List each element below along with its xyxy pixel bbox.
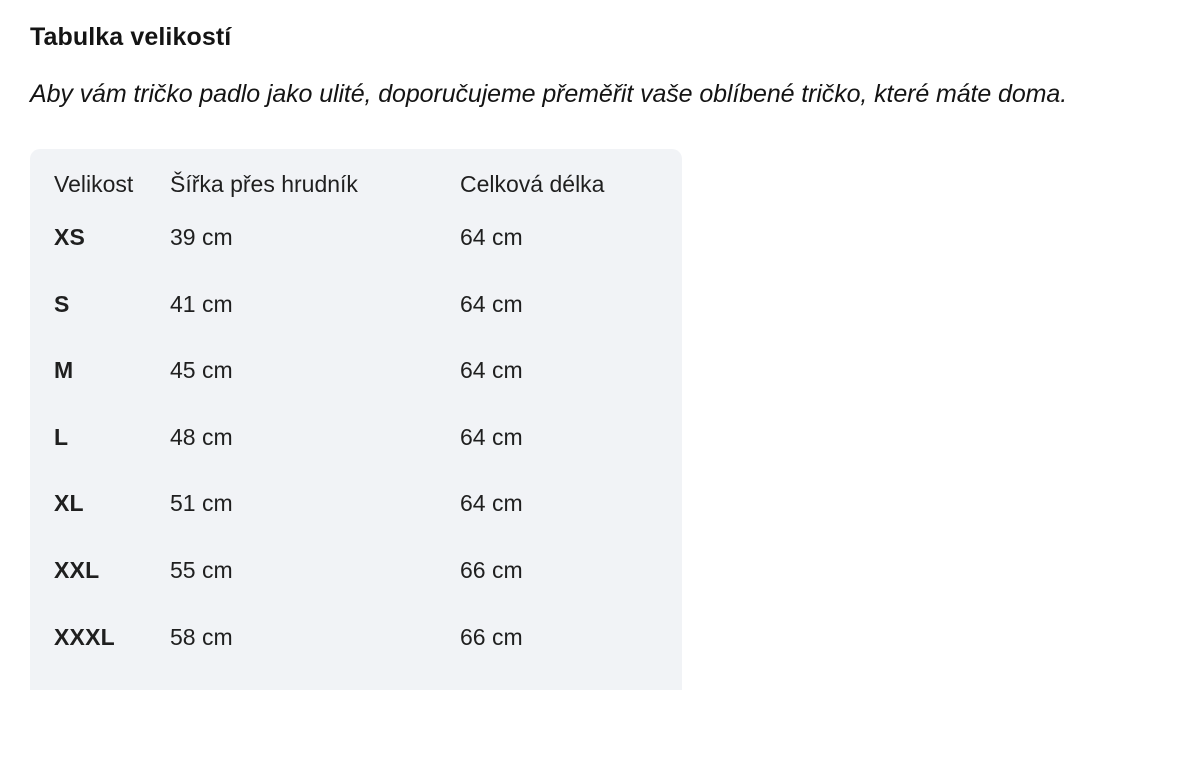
cell-length: 64 cm [460,224,523,251]
table-row [30,291,682,358]
size-table-container [30,149,682,691]
cell-chest: 55 cm [170,557,233,584]
cell-size: XL [54,490,84,517]
cell-size: XS [54,224,86,251]
table-row [30,224,682,291]
cell-size: XXXL [54,623,115,650]
table-row [30,624,682,691]
cell-length: 64 cm [460,490,523,517]
cell-size: L [54,423,69,450]
table-row [30,557,682,624]
table-row [30,424,682,491]
header-celkova-delka: Celková délka [460,170,605,197]
cell-length: 64 cm [460,290,523,317]
cell-chest: 58 cm [170,623,233,650]
cell-chest: 45 cm [170,357,233,384]
cell-chest: 51 cm [170,490,233,517]
cell-length: 66 cm [460,557,523,584]
cell-chest: 41 cm [170,290,233,317]
page-title: Tabulka velikostí [30,23,232,51]
header-velikost: Velikost [54,170,134,197]
cell-chest: 48 cm [170,423,233,450]
header-sirka-pres-hrudnik: Šířka přes hrudník [170,170,358,197]
cell-length: 66 cm [460,623,523,650]
cell-length: 64 cm [460,423,523,450]
cell-size: XXL [54,557,100,584]
size-table [30,171,682,691]
size-table-body [30,224,682,690]
cell-size: S [54,290,70,317]
table-row [30,357,682,424]
table-header-row [30,171,682,225]
cell-size: M [54,357,74,384]
table-row [30,490,682,557]
cell-length: 64 cm [460,357,523,384]
cell-chest: 39 cm [170,224,233,251]
intro-paragraph: Aby vám tričko padlo jako ulité, doporučujeme přeměřit vaše oblíbené tričko, které máte doma. [30,80,1068,108]
size-table-head [30,171,682,225]
